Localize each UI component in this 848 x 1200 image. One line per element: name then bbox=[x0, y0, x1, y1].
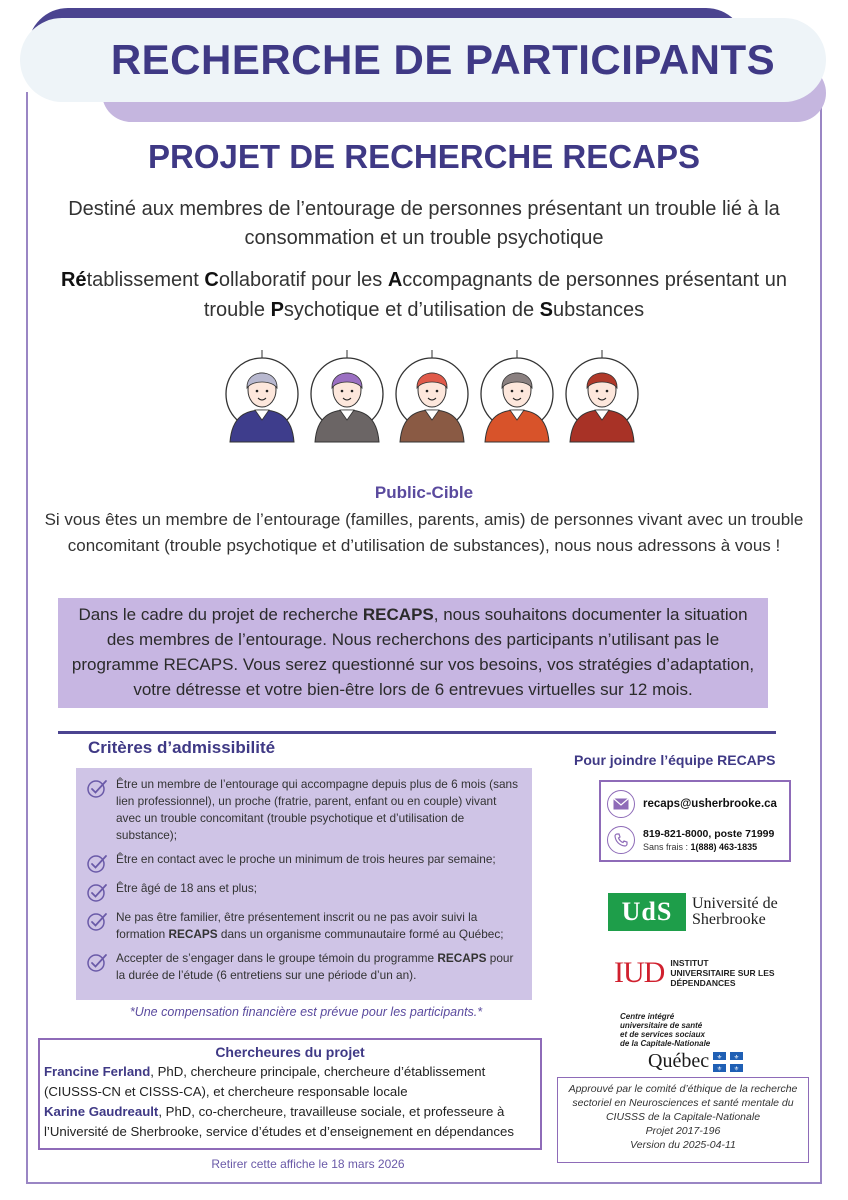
criteria-list bbox=[76, 768, 532, 1000]
quebec-wordmark: Québec bbox=[648, 1050, 710, 1072]
svg-text:⚜: ⚜ bbox=[716, 1065, 723, 1072]
iud-logo: IUD INSTITUT UNIVERSITAIRE SUR LES DÉPENDANCES bbox=[614, 956, 775, 989]
contact-email[interactable]: recaps@usherbrooke.ca bbox=[643, 798, 777, 810]
check-circle-icon bbox=[86, 882, 108, 902]
contact-phone[interactable]: 819-821-8000, poste 71999 bbox=[643, 828, 775, 840]
contact-phone-row bbox=[607, 826, 774, 854]
researchers-box bbox=[38, 1038, 542, 1150]
contact-title: Pour joindre l’équipe RECAPS bbox=[574, 752, 776, 768]
study-description: Dans le cadre du projet de recherche RECAPS, nous souhaitons documenter la situation des membres de l’entourage. Nous recherchons des participants n’utilisant pas le programme RECAPS. Vous serez questionné sur vos besoins, vos stratégies d’adaptation, votre détresse et votre bien-être lors de 6 entrevues virtuelles sur 12 mois. bbox=[58, 598, 768, 708]
contact-box bbox=[599, 780, 791, 862]
criteria-item: Ne pas être familier, être présentement inscrit ou ne pas avoir suivi la formation RECAPS dans un organisme communautaire formé au Québec; bbox=[86, 909, 522, 943]
svg-text:⚜: ⚜ bbox=[733, 1065, 740, 1072]
avatars-illustration bbox=[222, 350, 642, 445]
public-cible-text: Si vous êtes un membre de l’entourage (familles, parents, amis) de personnes vivant avec un trouble concomitant (trouble psychotique et d’utilisation de substances), nous nous adressons à vous ! bbox=[44, 510, 804, 555]
svg-text:⚜: ⚜ bbox=[716, 1053, 723, 1061]
criteria-item: Être âgé de 18 ans et plus; bbox=[86, 880, 522, 902]
svg-text:⚜: ⚜ bbox=[733, 1053, 740, 1061]
compensation-note: *Une compensation financière est prévue pour les participants.* bbox=[129, 1005, 483, 1019]
avatar bbox=[396, 350, 468, 442]
check-circle-icon bbox=[86, 853, 108, 873]
ethics-approval: Approuvé par le comité d’éthique de la recherche sectoriel en Neurosciences et santé mentale du CIUSSS de la Capitale-Nationale Projet 2017-196 Version du 2025-04-11 bbox=[557, 1077, 809, 1163]
project-title: PROJET DE RECHERCHE RECAPS bbox=[148, 138, 700, 175]
project-intro: Destiné aux membres de l’entourage de personnes présentant un trouble lié à la consommation et un trouble psychotique bbox=[68, 198, 780, 249]
avatar bbox=[481, 350, 553, 442]
avatar bbox=[226, 350, 298, 442]
remove-notice: Retirer cette affiche le 18 mars 2026 bbox=[211, 1157, 405, 1171]
poster-title: RECHERCHE DE PARTICIPANTS bbox=[110, 36, 776, 83]
public-cible-title: Public-Cible bbox=[374, 483, 474, 502]
ciusss-logo: Centre intégré universitaire de santé et de services sociaux de la Capitale-Nationale Québec ⚜ ⚜ ⚜ ⚜ bbox=[620, 1012, 760, 1073]
researchers-title: Chercheures du projet bbox=[215, 1044, 365, 1060]
quebec-flag-icon bbox=[713, 1052, 743, 1072]
check-circle-icon bbox=[86, 911, 108, 931]
contact-tollfree: Sans frais : 1(888) 463-1835 bbox=[643, 842, 758, 852]
criteria-item: Accepter de s’engager dans le groupe témoin du programme RECAPS pour la durée de l’étude (6 entretiens sur une période d’un an). bbox=[86, 950, 522, 984]
uds-logo: UdS Université de Sherbrooke bbox=[608, 893, 778, 931]
phone-icon bbox=[607, 826, 635, 854]
acronym-expansion: Rétablissement Collaboratif pour les Accompagnants de personnes présentant un trouble Psychotique et d’utilisation de Substances bbox=[60, 269, 788, 321]
criteria-title: Critères d’admissibilité bbox=[88, 738, 276, 757]
contact-email-row bbox=[607, 790, 777, 818]
avatar bbox=[566, 350, 638, 442]
envelope-icon bbox=[607, 790, 635, 818]
criteria-item: Être un membre de l’entourage qui accompagne depuis plus de 6 mois (sans lien professionnel), un proche (fratrie, parent, enfant ou en couple) vivant avec un trouble concomitant (trouble psychotique et d’utilisation de substance); bbox=[86, 776, 522, 844]
title-banner bbox=[20, 18, 826, 102]
criteria-item: Être en contact avec le proche un minimum de trois heures par semaine; bbox=[86, 851, 522, 873]
researchers-text: Francine Ferland, PhD, chercheure principale, chercheure d’établissement (CIUSSS-CN et CISSS-CA), et chercheure responsable locale Karine Gaudreault, PhD, co-chercheure, travailleuse sociale, et professeure à l’Université de Sherbrooke, service d’études et d’enseignement en dépendances bbox=[44, 1064, 514, 1139]
check-circle-icon bbox=[86, 952, 108, 972]
check-circle-icon bbox=[86, 778, 108, 798]
section-divider bbox=[58, 731, 776, 734]
avatar bbox=[311, 350, 383, 442]
